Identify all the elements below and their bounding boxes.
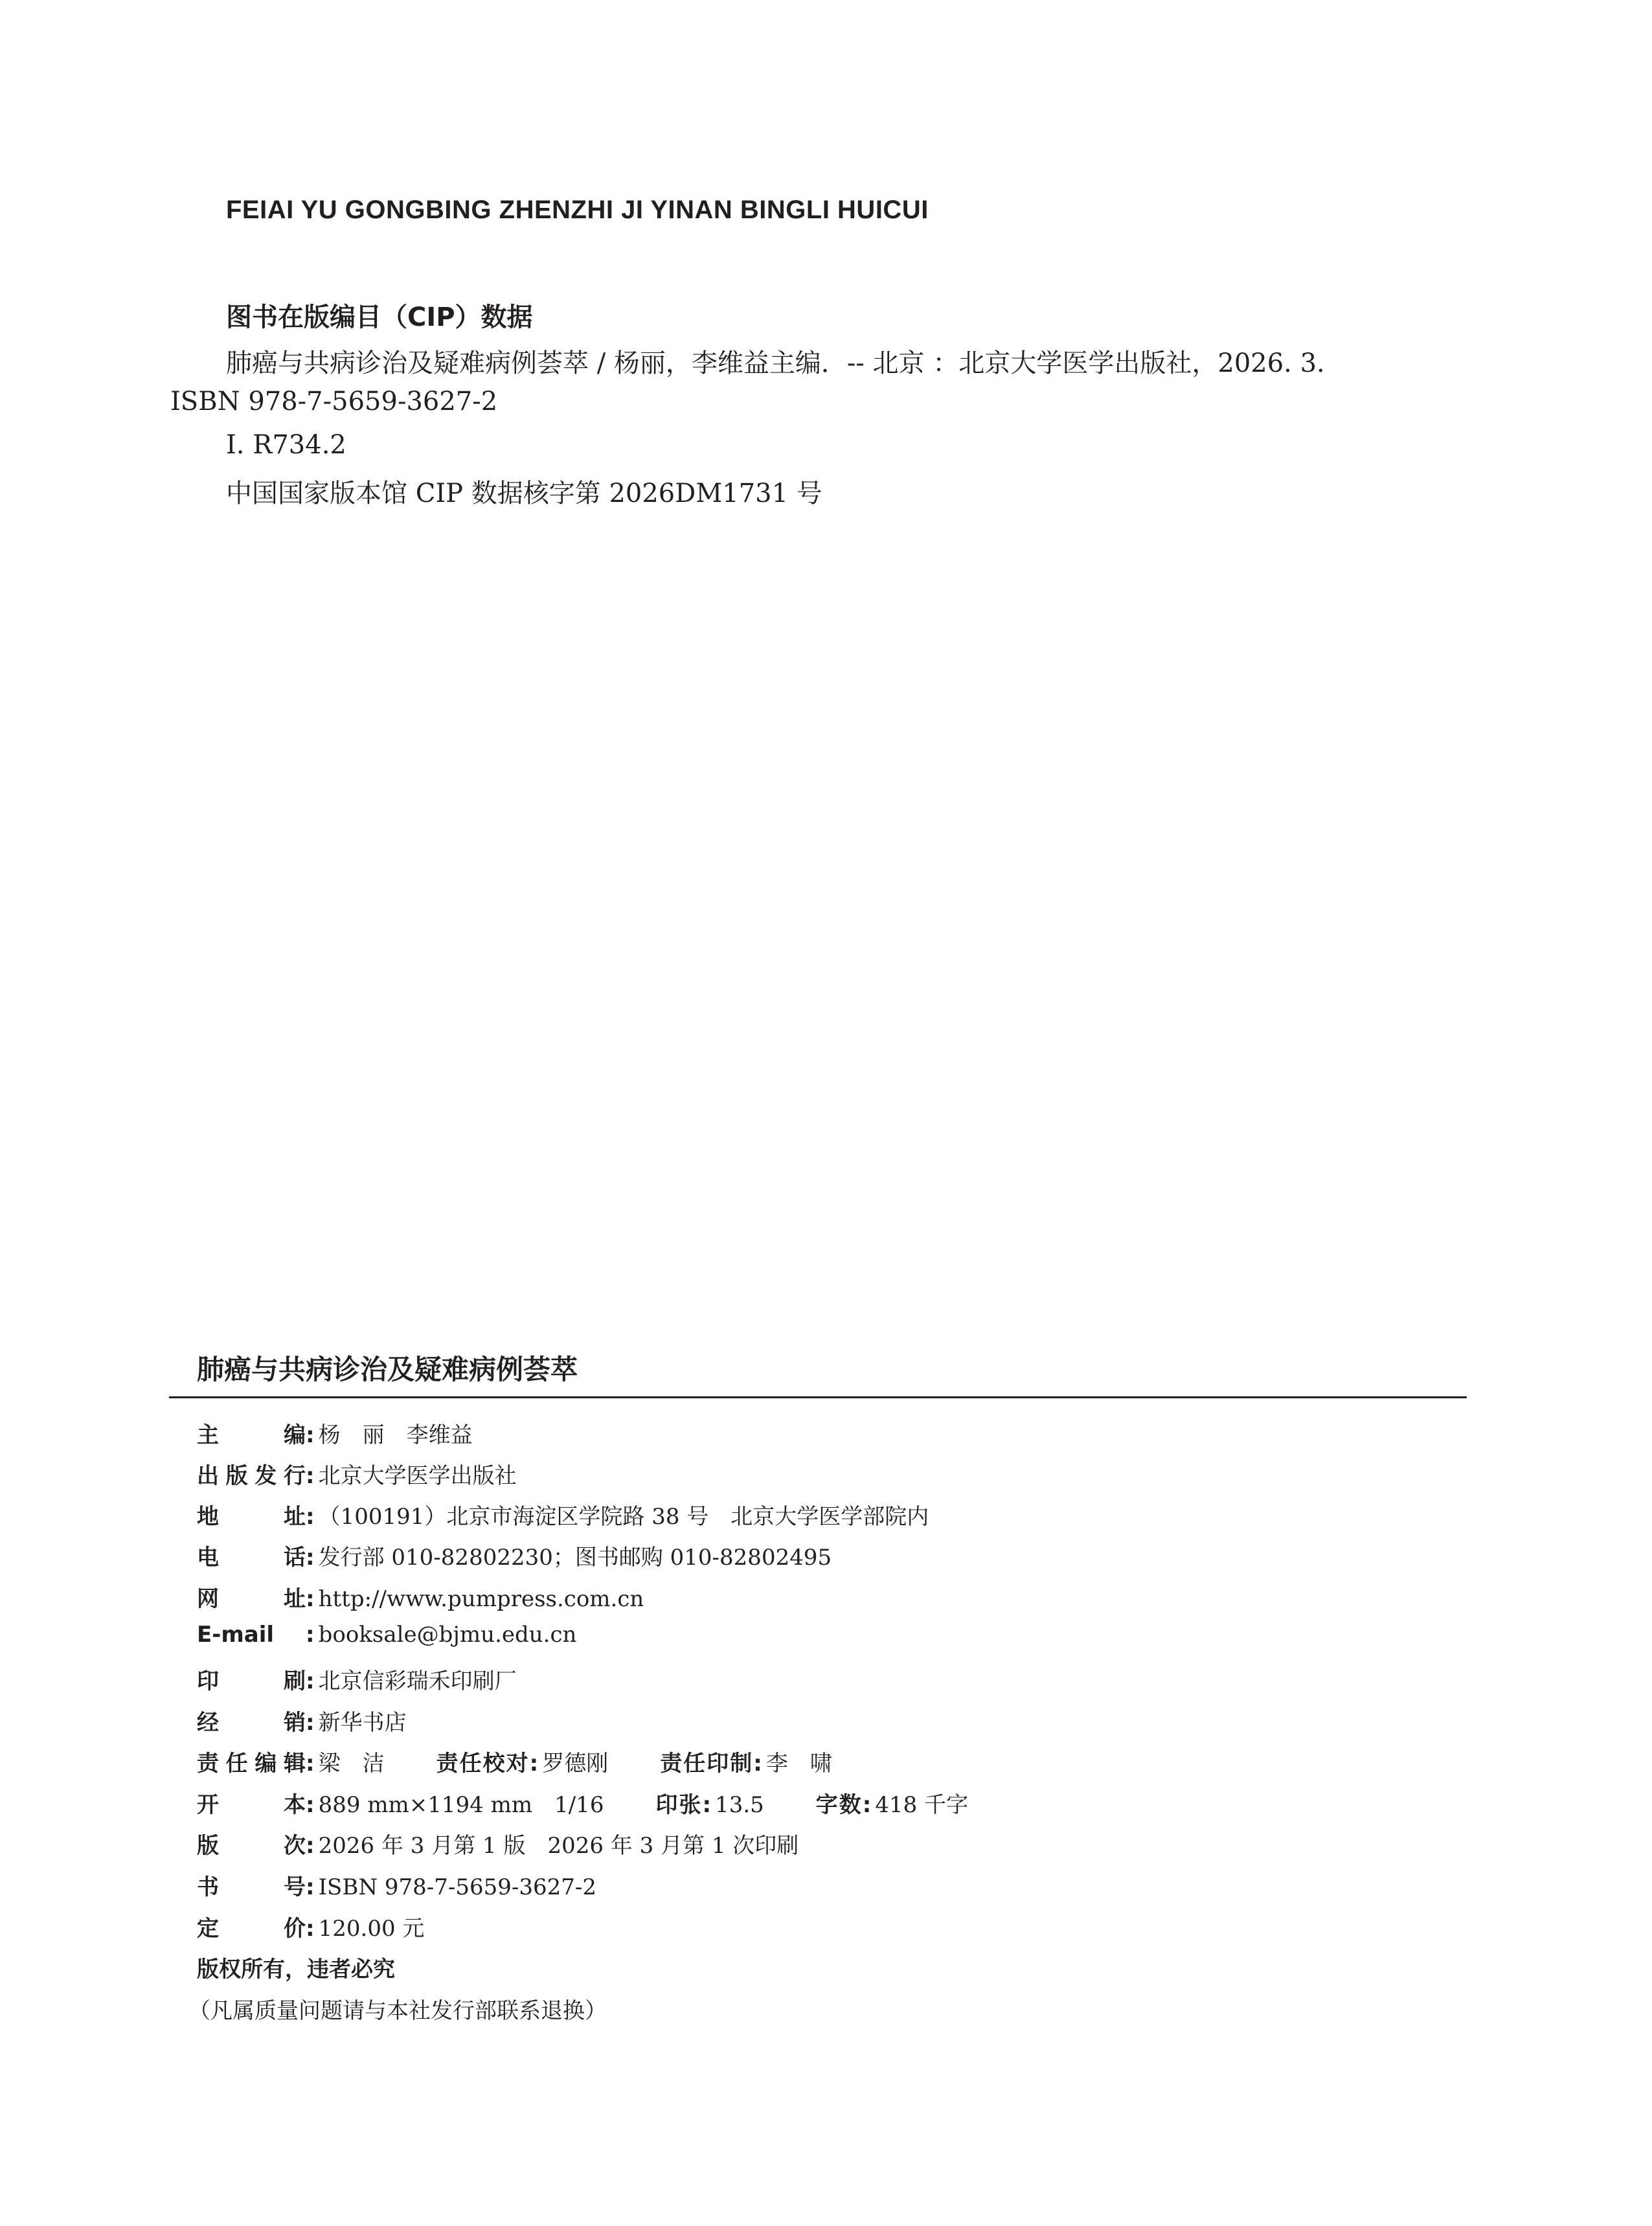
copyright-notice: 版权所有，违者必究 — [197, 1957, 395, 1982]
label-proofreader: 责任校对 — [436, 1751, 530, 1777]
label-format: 开本 — [197, 1792, 306, 1818]
imprint-editor: 主编 : 杨 丽 李维益 — [197, 1417, 473, 1449]
value-publisher: 北京大学医学出版社 — [318, 1463, 517, 1489]
label-phone: 电话 — [197, 1545, 306, 1571]
imprint-website: 网址 : http://www.pumpress.com.cn — [197, 1581, 644, 1613]
value-format: 889 mm×1194 mm 1/16 — [318, 1792, 604, 1818]
value-isbn: ISBN 978-7-5659-3627-2 — [318, 1874, 597, 1900]
label-editor: 主编 — [197, 1422, 306, 1448]
imprint-isbn: 书号 : ISBN 978-7-5659-3627-2 — [197, 1869, 596, 1901]
value-print-supervisor: 李 啸 — [765, 1751, 832, 1777]
value-sheets: 13.5 — [715, 1792, 764, 1818]
cip-record-number: 中国国家版本馆 CIP 数据核字第 2026DM1731 号 — [226, 479, 822, 508]
label-edition: 版次 — [197, 1833, 306, 1859]
value-responsible-editor: 梁 洁 — [318, 1751, 385, 1777]
cip-title-line: 肺癌与共病诊治及疑难病例荟萃 / 杨丽，李维益主编．-- 北京 ：北京大学医学出版社，2026. 3. — [226, 348, 1325, 378]
label-print-supervisor: 责任印制 — [660, 1751, 754, 1777]
value-price: 120.00 元 — [318, 1916, 425, 1942]
value-proofreader: 罗德刚 — [542, 1751, 609, 1777]
label-responsible-editor: 责任编辑 — [197, 1751, 306, 1777]
label-distributor: 经销 — [197, 1710, 306, 1736]
label-address: 地址 — [197, 1504, 306, 1530]
value-printer: 北京信彩瑞禾印刷厂 — [318, 1668, 517, 1694]
label-printer: 印刷 — [197, 1668, 306, 1694]
label-email: E-mail — [197, 1622, 275, 1648]
imprint-phone: 电话 : 发行部 010-82802230；图书邮购 010-82802495 — [197, 1539, 832, 1571]
value-words: 418 千字 — [875, 1792, 969, 1818]
book-title: 肺癌与共病诊治及疑难病例荟萃 — [197, 1354, 578, 1385]
value-email: booksale@bjmu.edu.cn — [318, 1622, 577, 1648]
label-publisher: 出版发行 — [197, 1463, 306, 1489]
label-sheets: 印张 — [655, 1792, 703, 1818]
imprint-format: 开本 : 889 mm×1194 mm 1/16 印张 : 13.5 字数 : 418 千字 — [197, 1787, 968, 1819]
label-website: 网址 — [197, 1586, 306, 1612]
label-words: 字数 — [815, 1792, 863, 1818]
value-distributor: 新华书店 — [318, 1710, 407, 1736]
value-editor: 杨 丽 李维益 — [318, 1422, 473, 1448]
divider-rule — [169, 1396, 1467, 1398]
value-address: （100191）北京市海淀区学院路 38 号 北京大学医学部院内 — [318, 1504, 929, 1530]
value-phone: 发行部 010-82802230；图书邮购 010-82802495 — [318, 1545, 832, 1571]
imprint-edition: 版次 : 2026 年 3 月第 1 版 2026 年 3 月第 1 次印刷 — [197, 1828, 798, 1859]
value-edition: 2026 年 3 月第 1 版 2026 年 3 月第 1 次印刷 — [318, 1833, 799, 1859]
imprint-responsible: 责任编辑 : 梁 洁 责任校对 : 罗德刚 责任印制 : 李 啸 — [197, 1745, 832, 1777]
imprint-price: 定价 : 120.00 元 — [197, 1911, 424, 1942]
cip-heading: 图书在版编目（CIP）数据 — [226, 302, 533, 332]
imprint-publisher: 出版发行 : 北京大学医学出版社 — [197, 1458, 517, 1490]
imprint-printer: 印刷 : 北京信彩瑞禾印刷厂 — [197, 1663, 517, 1695]
pinyin-title: FEIAI YU GONGBING ZHENZHI JI YINAN BINGLI HUICUI — [226, 196, 929, 224]
cip-classification: Ⅰ. R734.2 — [226, 430, 346, 460]
label-isbn: 书号 — [197, 1874, 306, 1900]
imprint-address: 地址 : （100191）北京市海淀区学院路 38 号 北京大学医学部院内 — [197, 1499, 929, 1530]
value-website: http://www.pumpress.com.cn — [318, 1586, 644, 1612]
imprint-email: E-mail : booksale@bjmu.edu.cn — [197, 1622, 577, 1648]
return-policy-note: （凡属质量问题请与本社发行部联系退换） — [188, 1998, 607, 2024]
cip-isbn-line: ISBN 978-7-5659-3627-2 — [170, 387, 498, 416]
label-price: 定价 — [197, 1916, 306, 1942]
imprint-distributor: 经销 : 新华书店 — [197, 1705, 407, 1736]
